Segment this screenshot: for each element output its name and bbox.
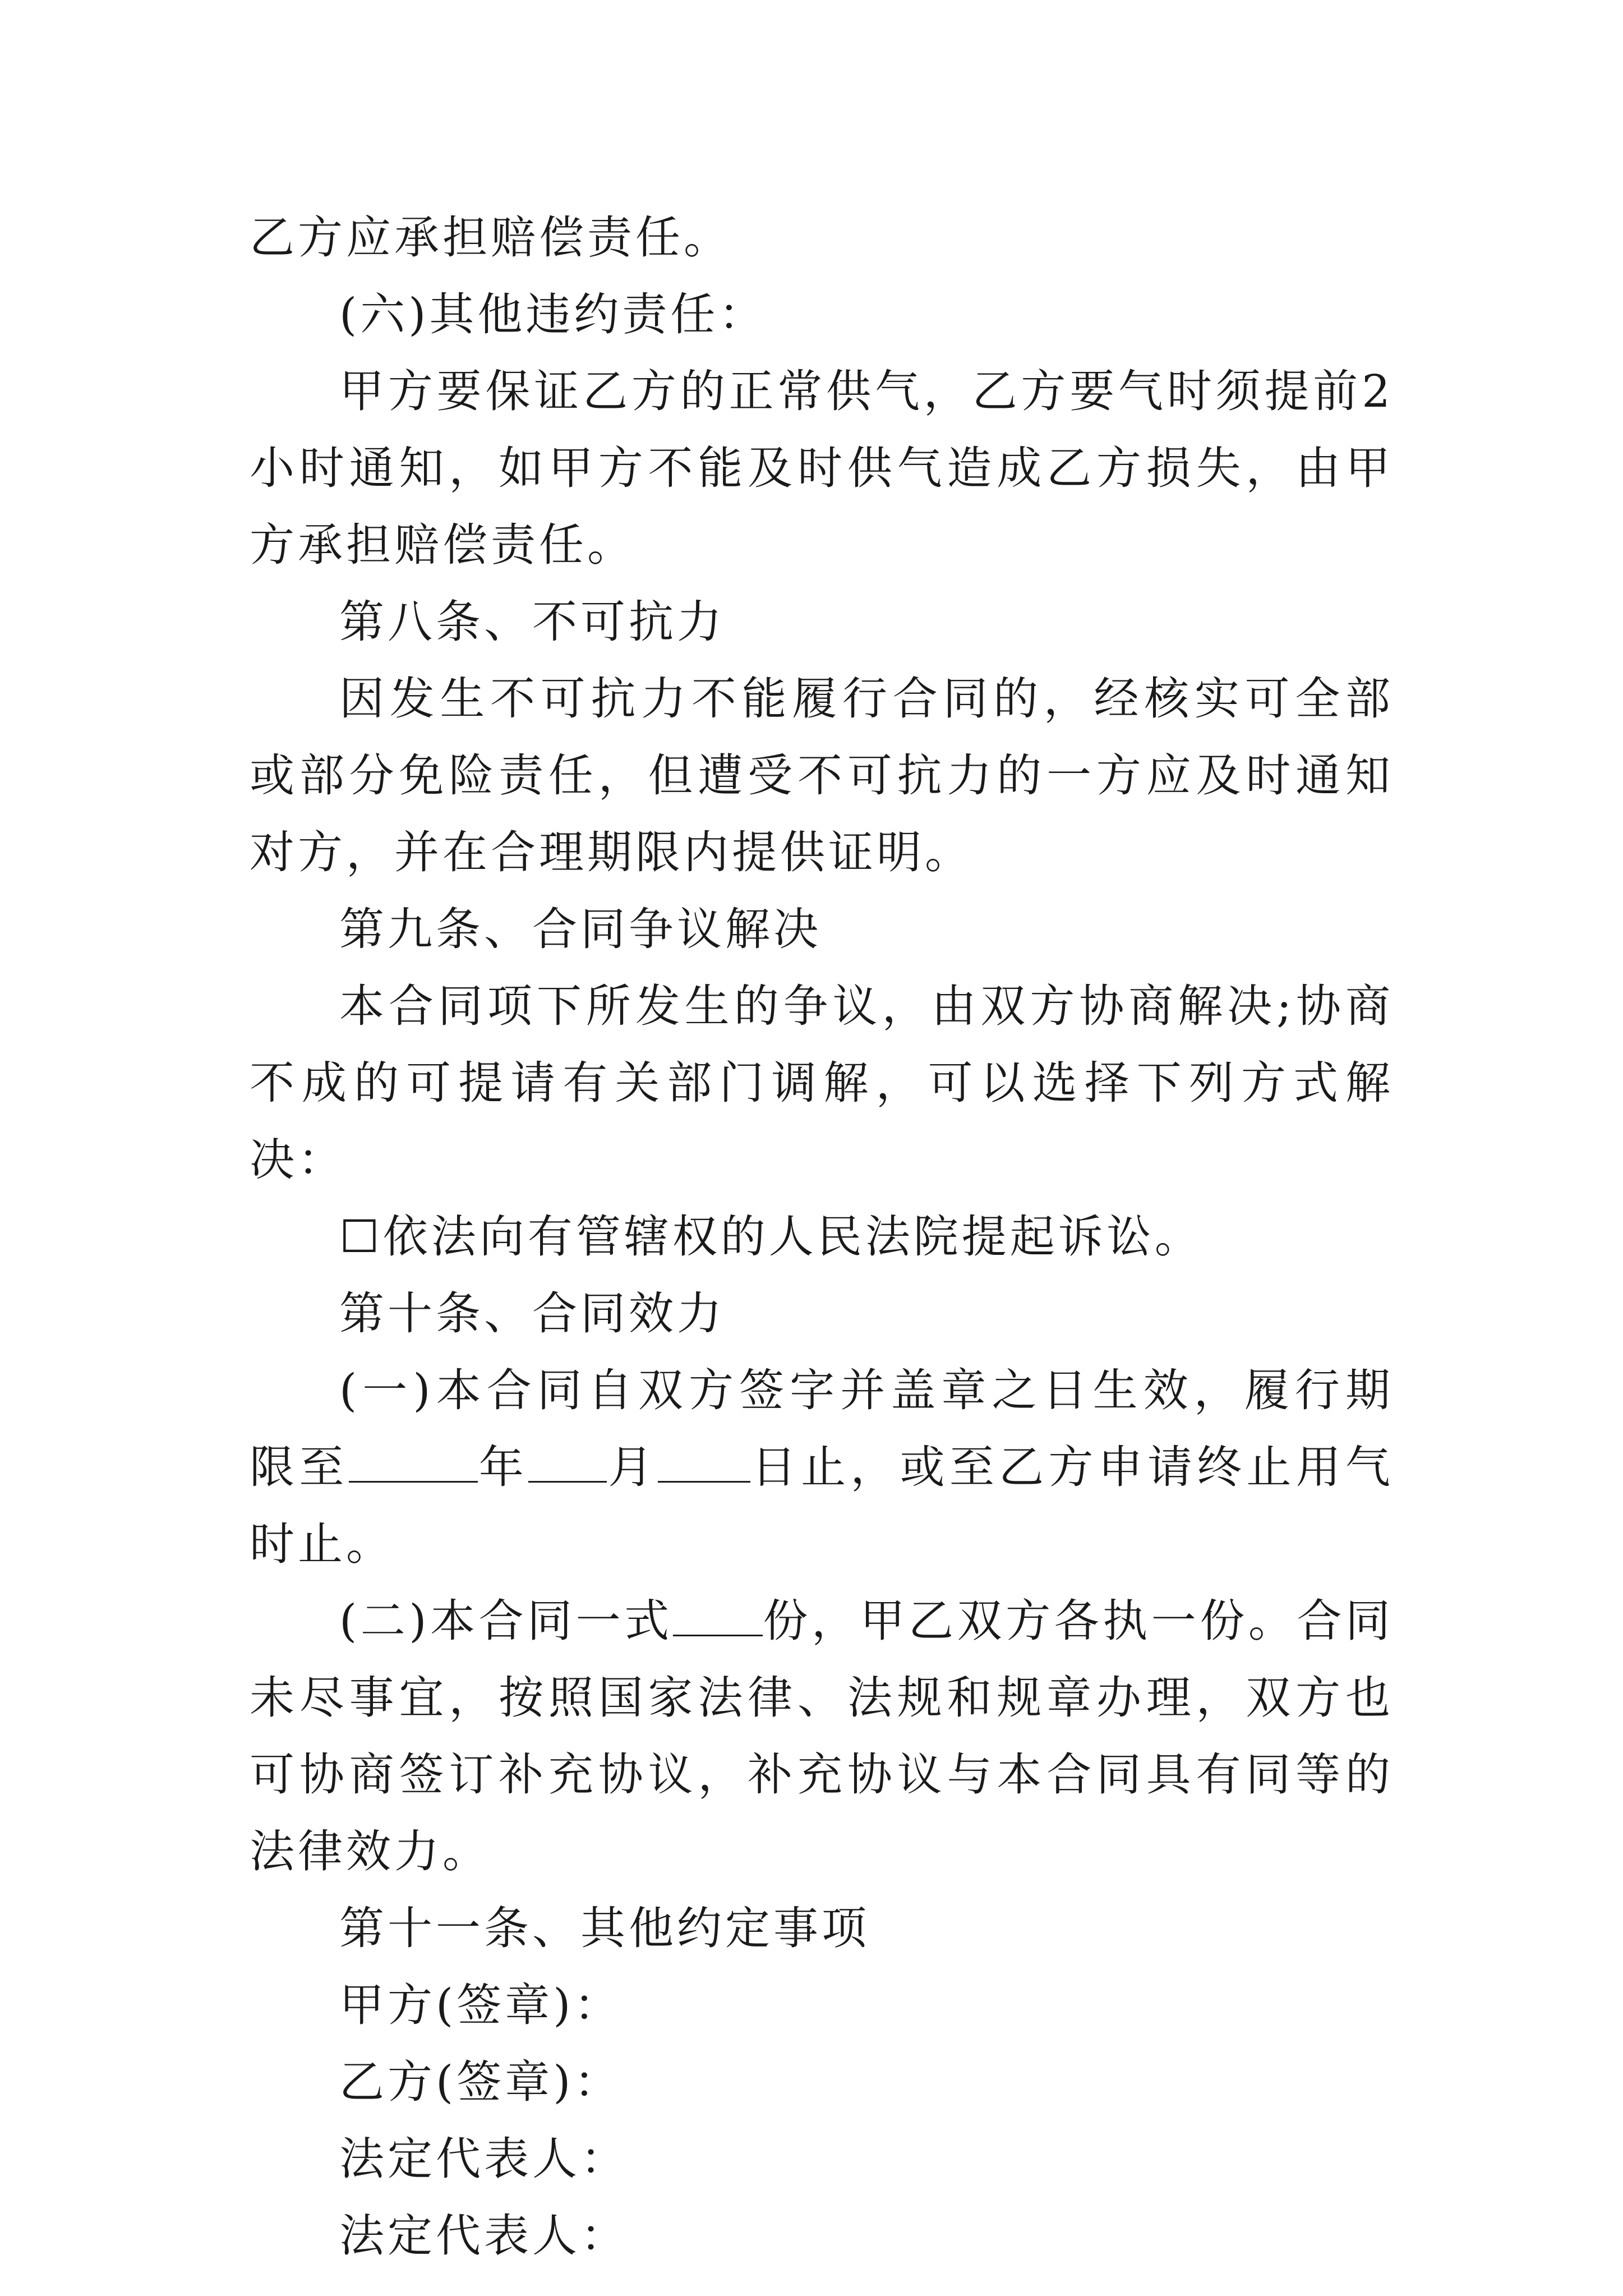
paragraph-litigation-option: ☐依法向有管辖权的人民法院提起诉讼。 bbox=[339, 1211, 1203, 1263]
copies-clause-text: (二)本合同一式 bbox=[339, 1595, 673, 1647]
month-label: 月 bbox=[607, 1441, 658, 1493]
paragraph-gas-supply: 甲方要保证乙方的正常供气，乙方要气时须提前2小时通知，如甲方不能及时供气造成乙方损失，由甲方承担赔偿责任。 bbox=[250, 365, 1394, 571]
effect-clause-text: (一)本合同自双方签字并盖章之日生效，履行期限至 bbox=[250, 1364, 1394, 1493]
legal-representative-b-label: 法定代表人： bbox=[339, 2210, 629, 2262]
day-rest-text: 日止，或至乙方申请终止用气时止。 bbox=[250, 1441, 1394, 1570]
paragraph-liability-end: 乙方应承担赔偿责任。 bbox=[250, 211, 732, 264]
paragraph-dispute-resolution: 本合同项下所发生的争议，由双方协商解决;协商不成的可提请有关部门调解，可以选择下列方式解决： bbox=[250, 980, 1394, 1186]
year-blank bbox=[349, 1442, 478, 1483]
day-blank bbox=[658, 1442, 750, 1483]
article-9-heading: 第九条、合同争议解决 bbox=[339, 903, 822, 955]
article-11-heading: 第十一条、其他约定事项 bbox=[339, 1902, 870, 1954]
document-body bbox=[250, 199, 1394, 2274]
paragraph-effect-clause bbox=[250, 1352, 1394, 1582]
paragraph-force-majeure: 因发生不可抗力不能履行合同的，经核实可全部或部分免险责任，但遭受不可抗力的一方应及时通知对方，并在合理期限内提供证明。 bbox=[250, 673, 1394, 878]
article-8-heading: 第八条、不可抗力 bbox=[339, 596, 725, 648]
article-10-heading: 第十条、合同效力 bbox=[339, 1287, 725, 1340]
month-blank bbox=[528, 1442, 607, 1483]
copies-blank bbox=[673, 1595, 763, 1636]
copies-clause-rest: 份，甲乙双方各执一份。合同未尽事宜，按照国家法律、法规和规章办理，双方也可协商签订补充协议，补充协议与本合同具有同等的法律效力。 bbox=[250, 1595, 1394, 1878]
legal-representative-a-label: 法定代表人： bbox=[339, 2133, 629, 2185]
party-b-signature-label: 乙方(签章)： bbox=[339, 2056, 623, 2108]
paragraph-other-liability-heading: (六)其他违约责任： bbox=[339, 288, 767, 341]
year-label: 年 bbox=[477, 1441, 529, 1493]
paragraph-copies-clause bbox=[250, 1582, 1394, 1890]
party-a-signature-label: 甲方(签章)： bbox=[339, 1979, 623, 2031]
